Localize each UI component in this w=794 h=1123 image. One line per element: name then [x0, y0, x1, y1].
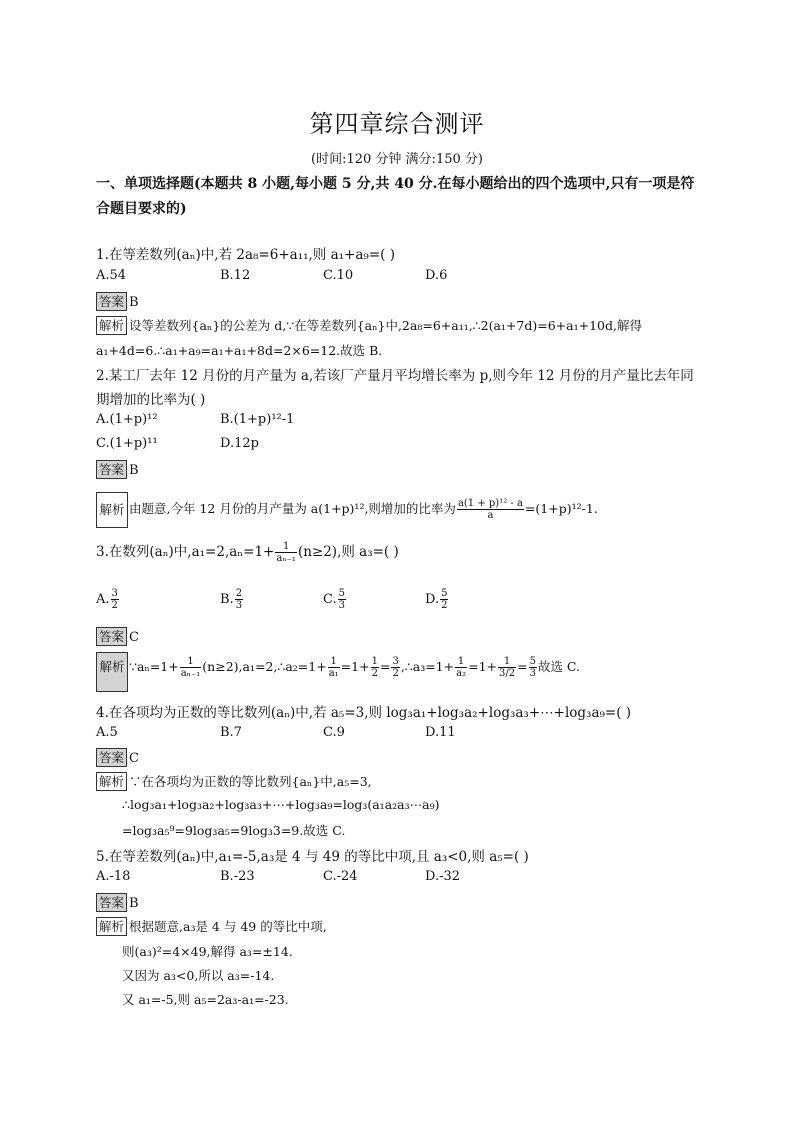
- q3-solution-text: =: [517, 659, 528, 674]
- q5-option-d: D.-32: [425, 869, 461, 884]
- q5-solution-line1: 根据题意,a₃是 4 与 49 的等比中项,: [129, 919, 327, 934]
- fraction-denominator: a₂: [456, 668, 467, 679]
- q3-solution-fraction: [371, 656, 379, 679]
- question-5-stem: 5.在等差数列(aₙ)中,a₁=-5,a₃是 4 与 49 的等比中项,且 a₃<0,则 a₅=( ): [96, 849, 529, 865]
- q3-solution-text: 故选 C.: [537, 659, 581, 674]
- option-letter: C.: [323, 592, 337, 607]
- q3-solution-text: =: [379, 659, 391, 674]
- question-4-stem: 4.在各项均为正数的等比数列(aₙ)中,若 a₅=3,则 log₃a₁+log₃a₂+log₃a₃+⋯+log₃a₉=( ): [96, 705, 632, 721]
- fraction-numerator: 1: [498, 656, 516, 668]
- q3-option-a: [96, 588, 120, 611]
- fraction-numerator: 1: [180, 656, 202, 668]
- q3-solution-text: (n≥2),a₁=2,∴a₂=1+: [202, 659, 327, 674]
- question-2-stem-line1: 2.某工厂去年 12 月份的月产量为 a,若该厂产量月平均增长率为 p,则今年 12 月份的月产量比去年同: [96, 368, 694, 384]
- q2-option-a: A.(1+p)¹²: [96, 412, 158, 427]
- q2-solution-text: 由题意,今年 12 月份的月产量为 a(1+p)¹²,则增加的比率为: [129, 501, 456, 516]
- fraction-denominator: 2: [111, 600, 118, 611]
- answer-tag: 答案: [96, 893, 127, 912]
- question-3-stem: [96, 540, 399, 564]
- fraction-denominator: 2: [392, 668, 399, 679]
- fraction-denominator: 3: [338, 600, 345, 611]
- q4-option-a: A.5: [96, 725, 118, 740]
- answer-tag: 答案: [96, 292, 127, 311]
- q3-solution-text: ∵aₙ=1+: [129, 659, 179, 674]
- q5-solution: [96, 917, 327, 936]
- exam-info: (时间:120 分钟 满分:150 分): [311, 152, 483, 167]
- q4-option-d: D.11: [425, 725, 456, 740]
- analysis-tag: 解析: [96, 772, 127, 791]
- q3-stem-fraction: [275, 541, 297, 564]
- fraction-numerator: 1: [371, 656, 378, 667]
- q2-solution-result: =(1+p)¹²-1.: [524, 501, 598, 516]
- section-heading: 一、单项选择题(本题共 8 小题,每小题 5 分,共 40 分.在每小题给出的四个选项中,只有一项是符合题目要求的): [96, 176, 695, 217]
- q5-option-a: A.-18: [96, 869, 131, 884]
- q1-option-c: C.10: [323, 268, 354, 283]
- q1-answer: [96, 292, 139, 311]
- option-fraction: [111, 588, 119, 611]
- fraction-numerator: 3: [111, 588, 118, 599]
- fraction-denominator: 2: [441, 600, 448, 611]
- q4-answer-value: C: [129, 751, 139, 766]
- q1-solution: [96, 316, 642, 335]
- page-title: 第四章综合测评: [309, 110, 485, 138]
- answer-tag: 答案: [96, 748, 127, 767]
- fraction-numerator: 5: [529, 656, 536, 667]
- fraction-denominator: aₙ₋₁: [180, 668, 201, 679]
- q3-option-d: [425, 588, 449, 611]
- q2-solution: [129, 498, 598, 521]
- q3-solution-fraction: [498, 656, 516, 679]
- fraction-denominator: 3/2: [499, 668, 516, 679]
- q4-solution: [96, 772, 372, 791]
- q1-answer-value: B: [129, 295, 139, 310]
- q2-option-c: C.(1+p)¹¹: [96, 436, 158, 451]
- q1-option-d: D.6: [425, 268, 448, 283]
- answer-tag: 答案: [96, 460, 127, 479]
- q3-solution-fraction: [455, 656, 467, 679]
- fraction-numerator: 2: [235, 588, 243, 599]
- q4-solution-line1: ∵在各项均为正数的等比数列{aₙ}中,a₅=3,: [129, 774, 372, 789]
- question-1-stem: 1.在等差数列(aₙ)中,若 2a₈=6+a₁₁,则 a₁+a₉=( ): [96, 247, 395, 263]
- q3-option-b: [220, 588, 244, 611]
- fraction-denominator: 3: [529, 668, 536, 679]
- fraction-numerator: 3: [392, 656, 399, 667]
- fraction-numerator: a(1 + p)¹² - a: [457, 498, 523, 509]
- q3-option-c: [323, 588, 347, 611]
- analysis-tag: 解析: [96, 652, 128, 692]
- q1-option-a: A.54: [96, 268, 127, 283]
- option-letter: B.: [220, 592, 234, 607]
- q3-solution: [129, 656, 580, 679]
- fraction-denominator: aₙ₋₁: [276, 553, 296, 564]
- analysis-tag: 解析: [96, 316, 127, 335]
- fraction-numerator: 5: [441, 588, 448, 599]
- q4-answer: [96, 748, 139, 767]
- q2-answer-value: B: [129, 463, 139, 478]
- option-letter: D.: [425, 592, 440, 607]
- q3-solution-text: =1+: [340, 659, 370, 674]
- q3-solution-text: =1+: [468, 659, 497, 674]
- q4-solution-line2: ∴log₃a₁+log₃a₂+log₃a₃+⋯+log₃a₉=log₃(a₁a₂a₃⋯a₉): [122, 797, 440, 812]
- fraction-denominator: 3: [235, 600, 243, 611]
- q3-answer-value: C: [129, 630, 139, 645]
- option-fraction: [440, 588, 448, 611]
- q1-option-b: B.12: [220, 268, 251, 283]
- q4-option-b: B.7: [220, 725, 242, 740]
- q3-solution-fraction: [328, 656, 340, 679]
- q5-solution-line2: 则(a₃)²=4×49,解得 a₃=±14.: [122, 944, 293, 959]
- fraction-numerator: 5: [338, 588, 345, 599]
- q3-stem-tail: (n≥2),则 a₃=( ): [297, 544, 399, 560]
- q2-solution-fraction: [457, 498, 524, 521]
- q5-option-b: B.-23: [220, 869, 255, 884]
- fraction-denominator: 2: [371, 668, 378, 679]
- q1-solution-line2: a₁+4d=6.∴a₁+a₉=a₁+a₁+8d=2×6=12.故选 B.: [96, 343, 383, 358]
- fraction-numerator: 1: [455, 656, 467, 668]
- q5-answer: [96, 893, 139, 912]
- fraction-denominator: a₁: [328, 668, 339, 679]
- answer-tag: 答案: [96, 627, 127, 646]
- q2-option-d: D.12p: [220, 436, 259, 451]
- q2-answer: [96, 460, 139, 479]
- q1-solution-line1: 设等差数列{aₙ}的公差为 d,∵在等差数列{aₙ}中,2a₈=6+a₁₁,∴2(a₁+7d)=6+a₁+10d,解得: [129, 318, 642, 333]
- q5-solution-line4: 又 a₁=-5,则 a₅=2a₃-a₁=-23.: [122, 992, 289, 1007]
- q3-solution-text: ,∴a₃=1+: [400, 659, 455, 674]
- fraction-numerator: 1: [328, 656, 340, 668]
- q3-stem-text: 3.在数列(aₙ)中,a₁=2,aₙ=1+: [96, 544, 275, 560]
- analysis-tag: 解析: [96, 492, 128, 528]
- fraction-numerator: 1: [275, 541, 297, 553]
- option-fraction: [235, 588, 243, 611]
- q5-option-c: C.-24: [323, 869, 358, 884]
- q3-answer: [96, 627, 139, 646]
- question-2-stem-line2: 期增加的比率为( ): [96, 392, 206, 408]
- q3-solution-fraction: [180, 656, 202, 679]
- option-letter: A.: [96, 592, 110, 607]
- q5-solution-line3: 又因为 a₃<0,所以 a₃=-14.: [122, 968, 275, 983]
- q5-answer-value: B: [129, 896, 139, 911]
- q3-solution-fraction: [529, 656, 537, 679]
- q3-solution-fraction: [391, 656, 399, 679]
- q4-solution-line3: =log₃a₅⁹=9log₃a₅=9log₃3=9.故选 C.: [122, 823, 346, 838]
- fraction-denominator: a: [487, 510, 494, 521]
- q2-option-b: B.(1+p)¹²-1: [220, 412, 295, 427]
- q4-option-c: C.9: [323, 725, 345, 740]
- option-fraction: [338, 588, 346, 611]
- analysis-tag: 解析: [96, 917, 127, 936]
